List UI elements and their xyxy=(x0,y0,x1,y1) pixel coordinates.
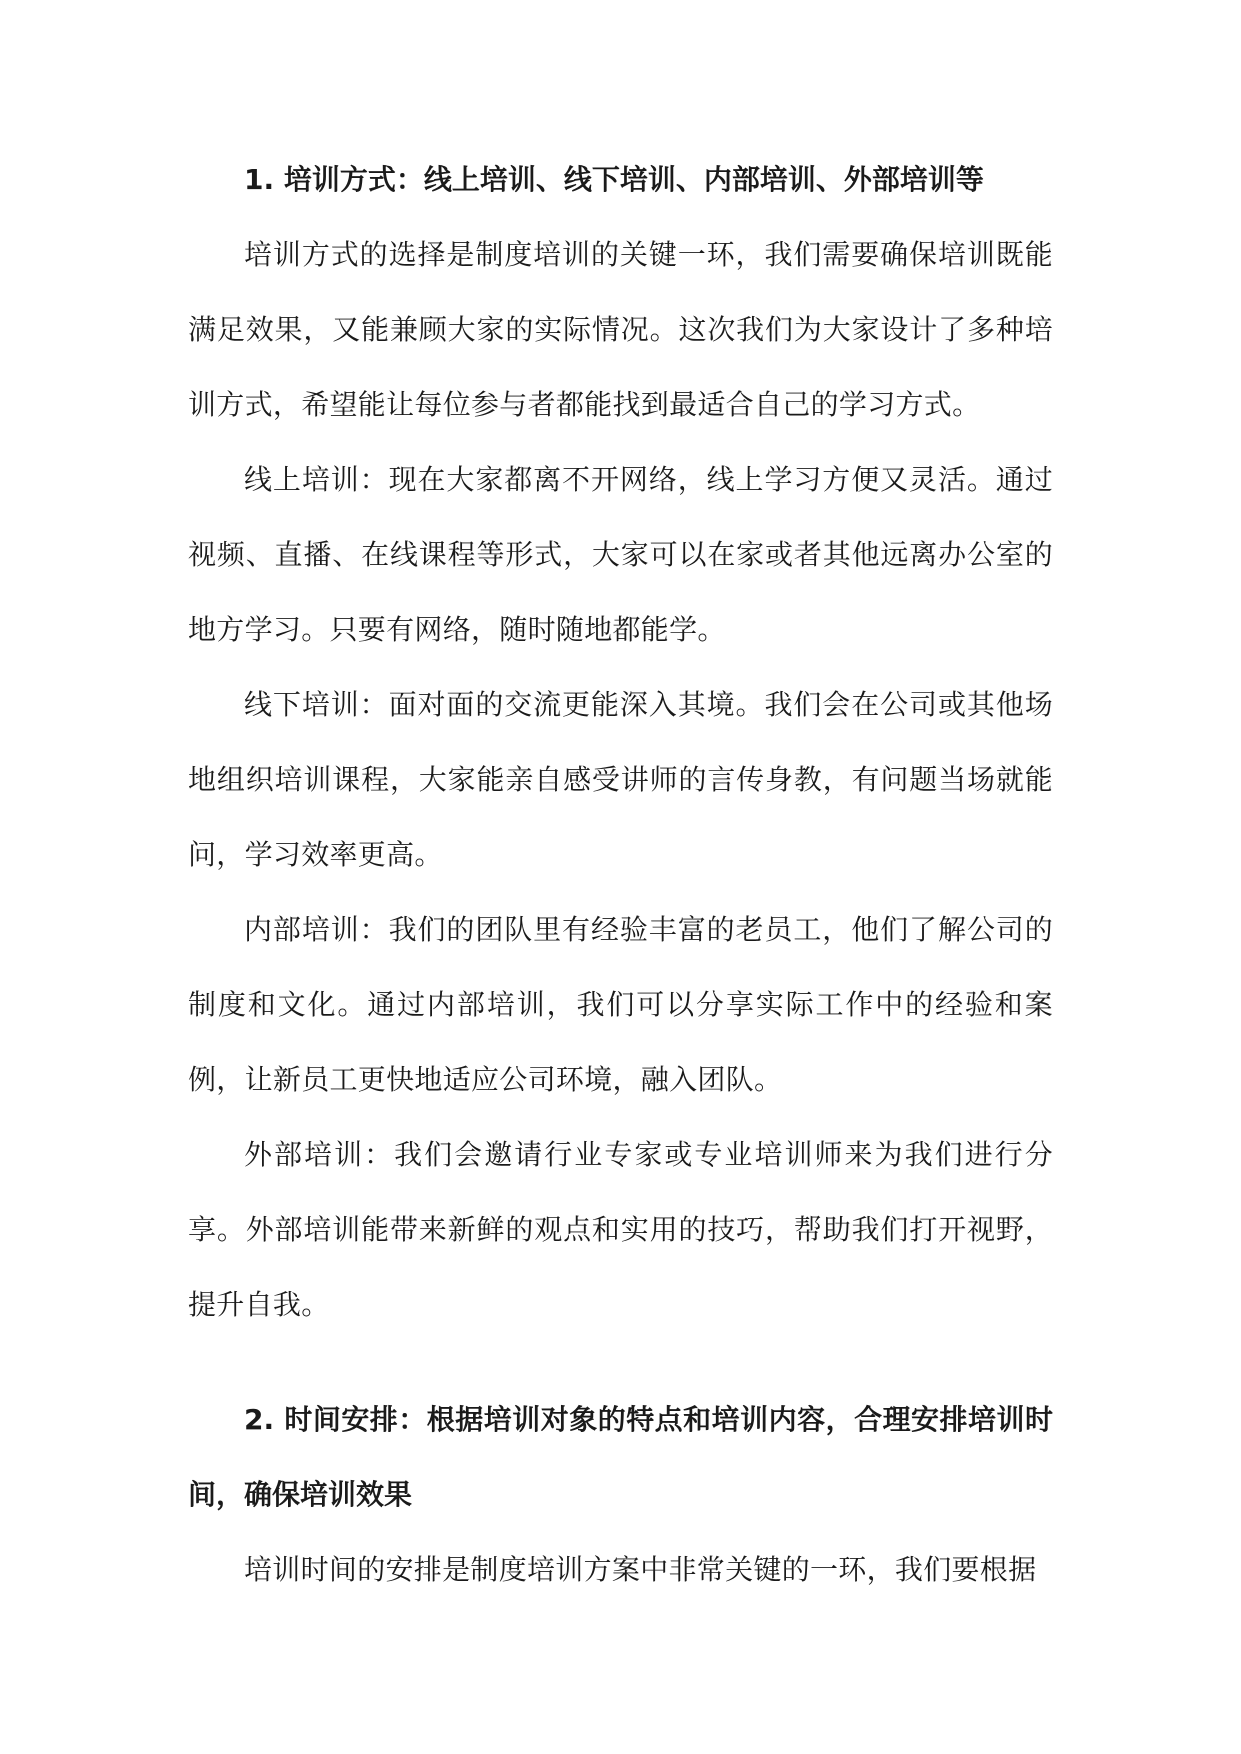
section-2-heading: 2. 时间安排：根据培训对象的特点和培训内容，合理安排培训时间，确保培训效果 xyxy=(188,1403,1053,1511)
section-divider-space xyxy=(188,1342,1053,1382)
section-1-paragraph-online: 线上培训：现在大家都离不开网络，线上学习方便又灵活。通过视频、直播、在线课程等形式，大家可以在家或者其他远离办公室的地方学习。只要有网络，随时随地都能学。 xyxy=(188,463,1053,646)
section-1-heading: 1. 培训方式：线上培训、线下培训、内部培训、外部培训等 xyxy=(244,163,984,196)
section-1-paragraph-intro: 培训方式的选择是制度培训的关键一环，我们需要确保培训既能满足效果，又能兼顾大家的实际情况。这次我们为大家设计了多种培训方式，希望能让每位参与者都能找到最适合自己的学习方式。 xyxy=(188,238,1053,421)
section-2-paragraph-intro: 培训时间的安排是制度培训方案中非常关键的一环，我们要根据 xyxy=(244,1553,1037,1586)
document-body xyxy=(188,142,1053,1607)
section-1-paragraph-internal: 内部培训：我们的团队里有经验丰富的老员工，他们了解公司的制度和文化。通过内部培训，我们可以分享实际工作中的经验和案例，让新员工更快地适应公司环境，融入团队。 xyxy=(188,913,1053,1096)
section-1-paragraph-external: 外部培训：我们会邀请行业专家或专业培训师来为我们进行分享。外部培训能带来新鲜的观点和实用的技巧，帮助我们打开视野，提升自我。 xyxy=(188,1138,1053,1321)
section-1-paragraph-offline: 线下培训：面对面的交流更能深入其境。我们会在公司或其他场地组织培训课程，大家能亲自感受讲师的言传身教，有问题当场就能问，学习效率更高。 xyxy=(188,688,1053,871)
